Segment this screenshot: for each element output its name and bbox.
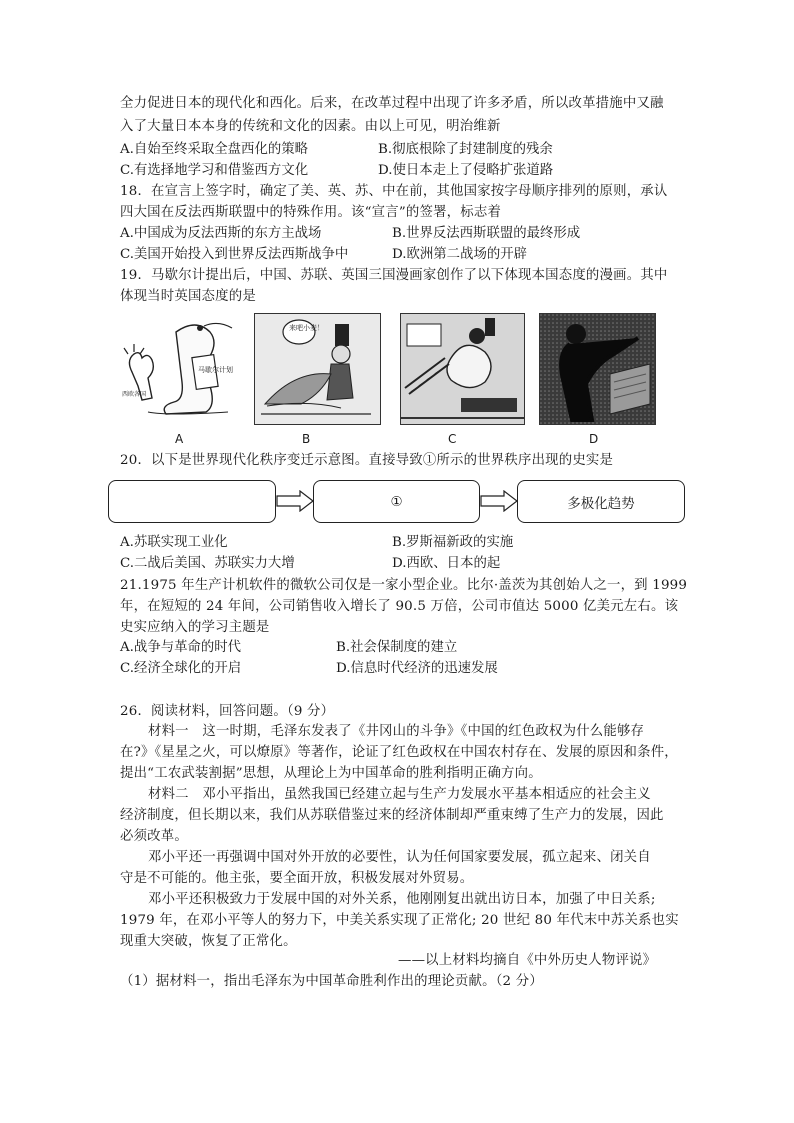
question-18-stem: 18．在宣言上签字时，确定了美、英、苏、中在前，其他国家按字母顺序排列的原则，承认 <box>120 184 668 199</box>
sub-question-1: （1）据材料一，指出毛泽东为中国革命胜利作出的理论贡献。（2 分） <box>120 974 543 989</box>
option-c: C.经济全球化的开启 <box>120 661 242 676</box>
cartoon-d-image <box>539 313 656 425</box>
option-d: D.欧洲第二战场的开辟 <box>392 247 528 262</box>
cartoon-d-caption: D <box>589 432 599 446</box>
cartoon-a-image <box>118 312 242 422</box>
material-2-paragraph: 邓小平还一再强调中国对外开放的必要性，认为任何国家要发展，孤立起来、闭关自 <box>148 850 651 865</box>
option-d: D.信息时代经济的迅速发展 <box>336 661 498 676</box>
material-2-line: 必须改革。 <box>120 829 188 844</box>
order-box-2: ① <box>313 480 480 523</box>
cartoon-b-bubble-text: 来吧小麦！ <box>289 324 324 332</box>
question-20-stem: 20．以下是世界现代化秩序变迁示意图。直接导致①所示的世界秩序出现的史实是 <box>120 453 614 468</box>
option-b: B.社会保制度的建立 <box>336 640 458 655</box>
option-d: D.使日本走上了侵略扩张道路 <box>378 163 554 178</box>
option-a: A.战争与革命的时代 <box>120 640 242 655</box>
cartoon-a-sign-text: 马歇尔计划 <box>198 366 233 374</box>
option-a: A.自始至终采取全盘西化的策略 <box>120 142 309 157</box>
cartoon-b-caption: B <box>302 432 311 446</box>
question-19-stem: 体现当时英国态度的是 <box>120 289 256 304</box>
source-citation: ——以上材料均摘自《中外历史人物评说》 <box>398 953 657 968</box>
cartoon-c-image <box>400 313 525 425</box>
cartoon-b-image <box>254 313 381 425</box>
option-c: C.二战后美国、苏联实力大增 <box>120 556 295 571</box>
right-arrow-icon <box>480 490 518 512</box>
order-box-3: 多极化趋势 <box>517 480 685 523</box>
option-b: B.世界反法西斯联盟的最终形成 <box>392 226 581 241</box>
question-21-stem: 21.1975 年生产计机软件的微软公司仅是一家小型企业。比尔·盖茨为其创始人之一，到 1999 <box>120 578 688 593</box>
option-a: A.苏联实现工业化 <box>120 535 228 550</box>
material-2-paragraph: 守是不可能的。他主张，要全面开放，积极发展对外贸易。 <box>120 871 474 886</box>
option-d: D.西欧、日本的起 <box>392 556 501 571</box>
order-box-1 <box>108 480 276 523</box>
question-21-stem: 史实应纳入的学习主题是 <box>120 620 270 635</box>
material-2-line: 材料二 邓小平指出，虽然我国已经建立起与生产力发展水平基本相适应的社会主义 <box>148 787 651 802</box>
right-arrow-icon <box>276 490 314 512</box>
material-2-paragraph: 1979 年，在邓小平等人的努力下，中美关系实现了正常化; 20 世纪 80 年代末中苏关系也实 <box>120 913 679 928</box>
option-a: A.中国成为反法西斯的东方主战场 <box>120 226 322 241</box>
question-18-stem: 四大国在反法西斯联盟中的特殊作用。该“宣言”的签署，标志着 <box>120 205 502 220</box>
cartoon-a-label-text: 西欧各国 <box>122 391 147 398</box>
material-1-line: 提出“工农武装割据”思想，从理论上为中国革命的胜利指明正确方向。 <box>120 766 542 781</box>
material-1-line: 在?》《星星之火，可以燎原》等著作，论证了红色政权在中国农村存在、发展的原因和条件， <box>120 745 678 760</box>
cartoon-a-caption: A <box>175 432 184 446</box>
material-2-paragraph: 现重大突破，恢复了正常化。 <box>120 934 297 949</box>
material-1-line: 材料一 这一时期，毛泽东发表了《井冈山的斗争》《中国的红色政权为什么能够存 <box>148 724 645 739</box>
paragraph-line: 入了大量日本本身的传统和文化的因素。由以上可见，明治维新 <box>120 119 501 134</box>
material-2-paragraph: 邓小平还积极致力于发展中国的对外关系，他刚刚复出就出访日本，加强了中日关系; <box>148 892 656 907</box>
paragraph-line: 全力促进日本的现代化和西化。后来，在改革过程中出现了许多矛盾，所以改革措施中又融 <box>120 96 664 111</box>
option-b: B.彻底根除了封建制度的残余 <box>378 142 553 157</box>
cartoon-c-caption: C <box>448 432 457 446</box>
question-21-stem: 年，在短短的 24 年间，公司销售收入增长了 90.5 万倍，公司市值达 5000 亿美元左右。该 <box>120 599 679 614</box>
option-c: C.有选择地学习和借鉴西方文化 <box>120 163 309 178</box>
material-2-line: 经济制度，但长期以来，我们从苏联借鉴过来的经济体制却严重束缚了生产力的发展，因此 <box>120 808 664 823</box>
question-26-stem: 26．阅读材料，回答问题。（9 分） <box>120 704 335 719</box>
option-b: B.罗斯福新政的实施 <box>392 535 514 550</box>
question-19-stem: 19．马歇尔计提出后，中国、苏联、英国三国漫画家创作了以下体现本国态度的漫画。其中 <box>120 268 668 283</box>
option-c: C.美国开始投入到世界反法西斯战争中 <box>120 247 349 262</box>
